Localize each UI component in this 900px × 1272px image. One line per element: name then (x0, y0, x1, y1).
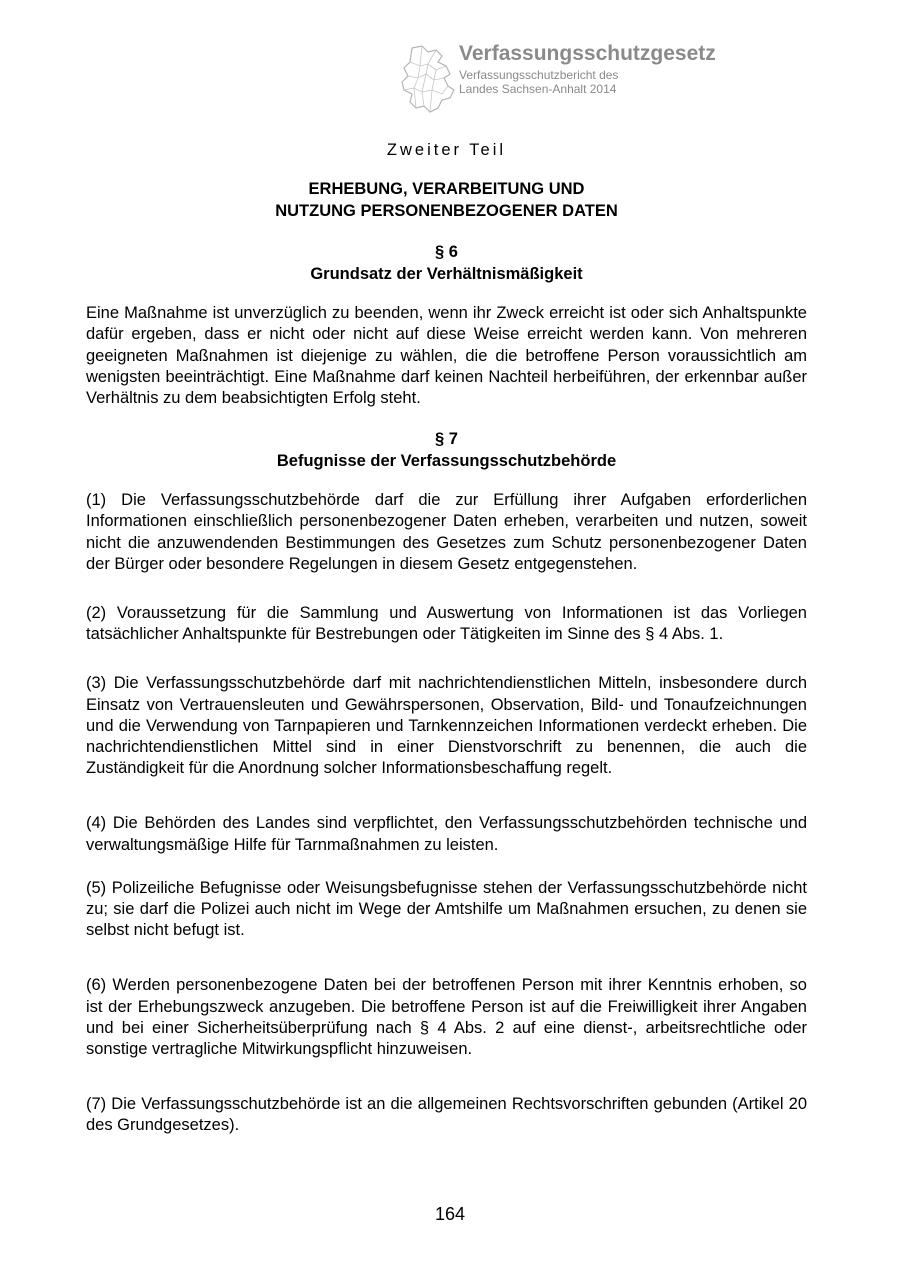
page-number: 164 (434, 1204, 466, 1224)
section-7-paragraph-7: (7) Die Verfassungsschutzbehörde ist an die allgemeinen Rechtsvorschriften gebunden (Artikel 20 des Grundgesetzes). (86, 1095, 807, 1135)
section-6-heading (86, 242, 807, 285)
page-header (398, 38, 868, 118)
section-7-paragraph-2: (2) Voraussetzung für die Sammlung und Auswertung von Informationen ist das Vorliegen tatsächlicher Anhaltspunkte für Bestrebungen oder Tätigkeiten im Sinne des § 4 Abs. 1. (86, 604, 807, 644)
section-number: § 7 (435, 430, 458, 449)
section-number: § 6 (435, 243, 458, 262)
section-7-paragraph-4: (4) Die Behörden des Landes sind verpflichtet, den Verfassungsschutzbehörden technische und verwaltungsmäßige Hilfe für Tarnmaßnahmen zu leisten. (86, 814, 807, 854)
section-7-paragraph-3: (3) Die Verfassungsschutzbehörde darf mit nachrichtendienstlichen Mitteln, insbesondere durch Einsatz von Vertrauensleuten und Gewährspersonen, Observation, Bild- und Tonaufzeichnungen und die Verwendung von Tarnpapieren und Tarnkennzeichen Informationen verdeckt erheben. Die nachrichtendienstlichen Mittel sind in einer Dienstvorschrift zu benennen, die auch die Zuständigkeit für die Anordnung solcher Informationsbeschaffung regelt. (86, 674, 807, 778)
section-7-paragraph-5: (5) Polizeiliche Befugnisse oder Weisungsbefugnisse stehen der Verfassungsschutzbehörde nicht zu; sie darf die Polizei auch nicht im Wege der Amtshilfe um Maßnahmen ersuchen, zu denen sie selbst nicht befugt ist. (86, 878, 807, 940)
saxony-anhalt-map-icon (398, 44, 460, 116)
section-title: Befugnisse der Verfassungsschutzbehörde (276, 451, 617, 470)
chapter-heading (86, 179, 807, 222)
section-7-heading (86, 429, 807, 472)
section-7-paragraph-6: (6) Werden personenbezogene Daten bei der betroffenen Person mit ihrer Kenntnis erhoben, so ist der Erhebungszweck anzugeben. Die betroffene Person ist auf die Freiwilligkeit ihrer Angaben und bei einer Sicherheitsüberprüfung nach § 4 Abs. 2 auf eine dienst-, arbeitsrechtliche oder sonstige vertragliche Mitwirkungspflicht hinzuweisen. (86, 976, 807, 1059)
section-7-paragraph-1: (1) Die Verfassungsschutzbehörde darf die zur Erfüllung ihrer Aufgaben erforderlichen Informationen einschließlich personenbezogener Daten erheben, verarbeiten und nutzen, soweit nicht die anzuwendenden Bestimmungen des Gesetzes zum Schutz personenbezogener Daten der Bürger oder besondere Regelungen in diesem Gesetz entgegenstehen. (86, 491, 807, 573)
header-subtitle-line1: Verfassungsschutzbericht des (459, 68, 619, 82)
header-title: Verfassungsschutzgesetz (459, 42, 716, 65)
chapter-heading-line1: ERHEBUNG, VERARBEITUNG UND (308, 180, 585, 199)
document-body (86, 140, 807, 1137)
header-subtitle-line2: Landes Sachsen-Anhalt 2014 (459, 82, 617, 96)
part-title: Zweiter Teil (386, 141, 507, 159)
section-title: Grundsatz der Verhältnismäßigkeit (310, 264, 583, 283)
chapter-heading-line2: NUTZUNG PERSONENBEZOGENER DATEN (275, 201, 618, 220)
section-6-paragraph: Eine Maßnahme ist unverzüglich zu beenden, wenn ihr Zweck erreicht ist oder sich Anhaltspunkte dafür ergeben, dass er nicht oder nicht auf diese Weise erreicht werden kann. Von mehreren geeigneten Maßnahmen ist diejenige zu wählen, die die betroffene Person voraussichtlich am wenigsten beeinträchtigt. Eine Maßnahme darf keinen Nachteil herbeiführen, der erkennbar außer Verhältnis zu dem beabsichtigten Erfolg steht. (86, 304, 807, 408)
